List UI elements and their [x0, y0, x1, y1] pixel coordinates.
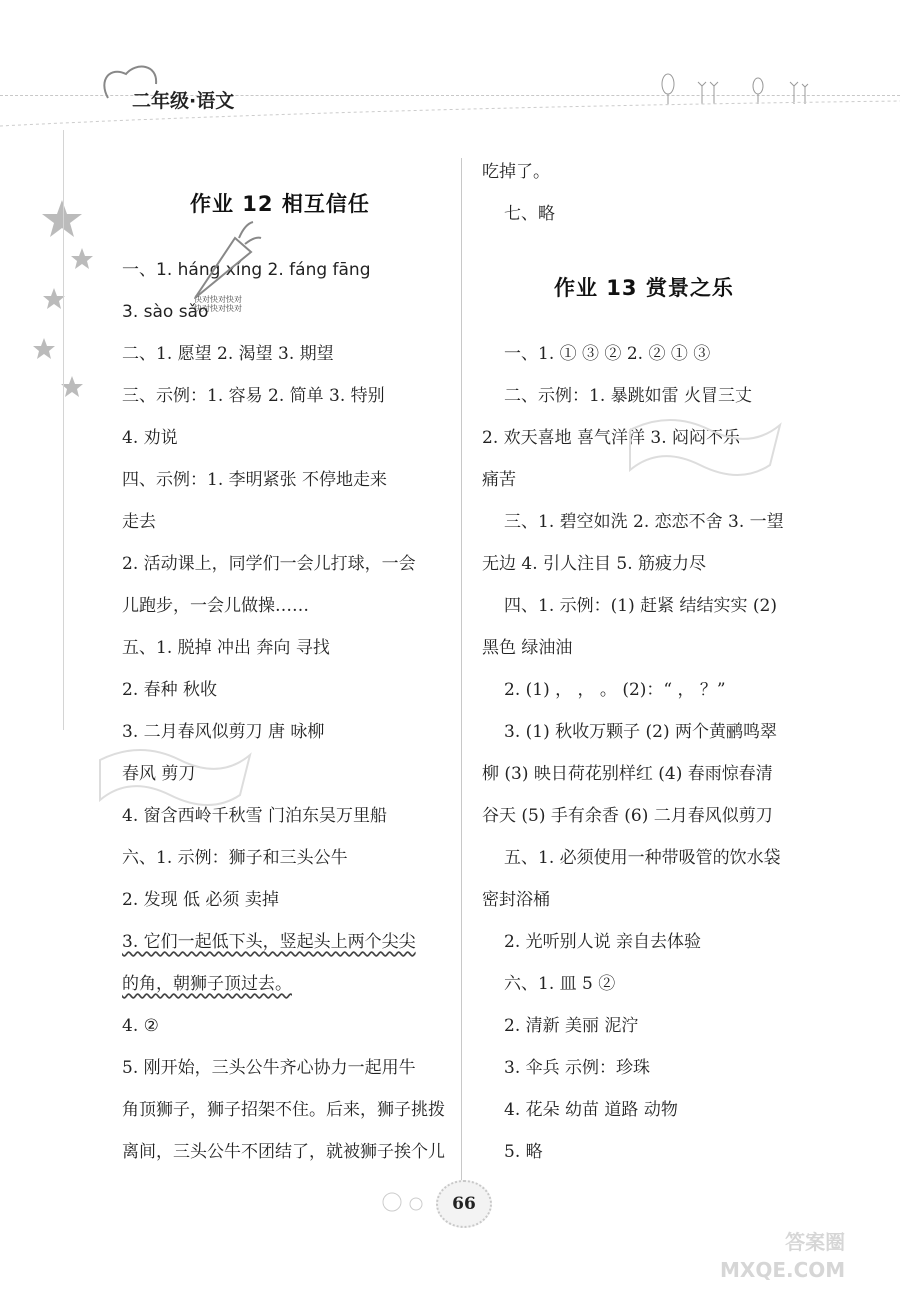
answer-line: 5. 略 [504, 1142, 543, 1162]
answer-line: 3. 二月春风似剪刀 唐 咏柳 [122, 722, 325, 742]
handwritten-note: 快对快对快对 快对快对快对 [194, 295, 242, 313]
answer-line: 3. 伞兵 示例：珍珠 [504, 1058, 651, 1078]
answer-line: 3. sào sǎo [122, 302, 209, 322]
ribbon-decoration [620, 410, 790, 480]
section-title-13: 作业 13 赏景之乐 [554, 276, 734, 300]
column-divider [461, 158, 462, 1218]
answer-line: 4. 窗含西岭千秋雪 门泊东吴万里船 [122, 806, 388, 826]
answer-line: 三、1. 碧空如洗 2. 恋恋不舍 3. 一望 [504, 512, 784, 532]
answer-line: 4. 花朵 幼苗 道路 动物 [504, 1100, 678, 1120]
answer-line: 五、1. 必须使用一种带吸管的饮水袋 [504, 848, 781, 868]
answer-line: 2. 光听别人说 亲自去体验 [504, 932, 702, 952]
answer-line: 柳 (3) 映日荷花别样红 (4) 春雨惊春清 [482, 764, 773, 784]
bubbles-decoration [380, 1188, 440, 1218]
ribbon-decoration [90, 740, 260, 810]
answer-line: 4. ② [122, 1016, 159, 1036]
carrot-icon [185, 218, 265, 308]
answer-line: 3. 它们一起低下头，竖起头上两个尖尖 [122, 932, 416, 952]
answer-line: 2. (1) ， ， 。 (2)：“ ， ？” [504, 680, 726, 700]
answer-line: 5. 刚开始，三头公牛齐心协力一起用牛 [122, 1058, 416, 1078]
answer-line: 2. 活动课上，同学们一会儿打球，一会 [122, 554, 416, 574]
answer-line: 一、1. ① ③ ② 2. ② ① ③ [504, 344, 711, 364]
answer-line: 四、示例：1. 李明紧张 不停地走来 [122, 470, 388, 490]
answer-line: 2. 发现 低 必须 卖掉 [122, 890, 279, 910]
answer-line: 春风 剪刀 [122, 764, 196, 784]
answer-line: 的角，朝狮子顶过去。 [122, 974, 292, 994]
answer-line: 二、1. 愿望 2. 渴望 3. 期望 [122, 344, 334, 364]
answer-line: 三、示例：1. 容易 2. 简单 3. 特别 [122, 386, 385, 406]
answer-line: 3. (1) 秋收万颗子 (2) 两个黄鹂鸣翠 [504, 722, 777, 742]
answer-line: 角顶狮子，狮子招架不住。后来，狮子挑拨 [122, 1100, 445, 1120]
answer-line: 2. 清新 美丽 泥泞 [504, 1016, 639, 1036]
answer-line: 2. 欢天喜地 喜气洋洋 3. 闷闷不乐 [482, 428, 741, 448]
page-number: 66 [436, 1180, 492, 1228]
stars-decoration [30, 190, 100, 410]
answer-line: 一、1. háng xíng 2. fáng fāng [122, 260, 371, 280]
answer-line: 四、1. 示例：(1) 赶紧 结结实实 (2) [504, 596, 777, 616]
answer-line: 七、略 [504, 204, 555, 224]
watermark: 答案圈 MXQE.COM [720, 1230, 846, 1282]
answer-line: 吃掉了。 [482, 162, 550, 182]
answer-line: 离间，三头公牛不团结了，就被狮子挨个儿 [122, 1142, 445, 1162]
answer-line: 六、1. 皿 5 ② [504, 974, 616, 994]
header-curve [0, 96, 900, 136]
answer-line: 二、示例：1. 暴跳如雷 火冒三丈 [504, 386, 753, 406]
answer-line: 无边 4. 引人注目 5. 筋疲力尽 [482, 554, 707, 574]
answer-line: 黑色 绿油油 [482, 638, 573, 658]
answer-line: 五、1. 脱掉 冲出 奔向 寻找 [122, 638, 330, 658]
left-margin-rule [63, 130, 64, 730]
section-title-12: 作业 12 相互信任 [190, 192, 370, 216]
answer-line: 儿跑步，一会儿做操…… [122, 596, 309, 616]
answer-line: 六、1. 示例：狮子和三头公牛 [122, 848, 348, 868]
answer-line: 2. 春种 秋收 [122, 680, 218, 700]
answer-line: 密封浴桶 [482, 890, 550, 910]
header-title: 二年级·语文 [132, 90, 235, 112]
answer-line: 谷天 (5) 手有余香 (6) 二月春风似剪刀 [482, 806, 773, 826]
answer-line: 痛苦 [482, 470, 516, 490]
answer-line: 走去 [122, 512, 156, 532]
answer-line: 4. 劝说 [122, 428, 178, 448]
